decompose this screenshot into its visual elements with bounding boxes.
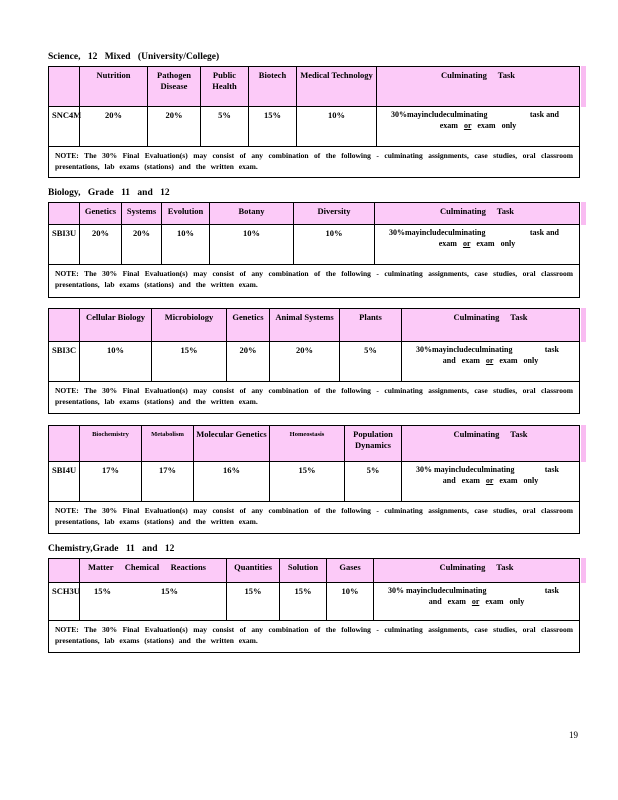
culminating-text: task <box>544 586 559 595</box>
table-header-row <box>49 309 579 342</box>
table-data-row <box>49 225 579 265</box>
header-cell: Animal Systems <box>269 309 339 341</box>
culminating-text: task and <box>529 110 559 119</box>
table-data-row <box>49 342 579 382</box>
value-cell: 15% <box>279 583 326 620</box>
header-blank-cell <box>49 67 79 106</box>
value-cell: 5% <box>339 342 401 381</box>
header-cell-culminating-task: Culminating Task <box>376 67 579 106</box>
culminating-text: and exam <box>442 476 480 485</box>
table-sbi3c <box>48 308 580 414</box>
culminating-text: task <box>544 345 559 354</box>
culminating-task-cell <box>373 583 579 620</box>
table-sch3u <box>48 558 580 653</box>
value-cell: 20% <box>79 225 121 264</box>
section-science <box>48 52 580 178</box>
page-content <box>48 52 580 653</box>
header-blank-cell <box>49 426 79 461</box>
culminating-text: 30%mayincludeculminating <box>391 110 488 119</box>
course-code: SBI3U <box>52 228 77 238</box>
value-cell: 10% <box>326 583 373 620</box>
value-cell: 20% <box>226 342 269 381</box>
section-biology <box>48 188 580 298</box>
culminating-or: or <box>485 476 494 485</box>
header-cell: Evolution <box>161 203 209 224</box>
value-cell: 10% <box>293 225 374 264</box>
value-cell: 17% <box>141 462 193 501</box>
culminating-text: exam only <box>499 356 539 365</box>
culminating-task-cell <box>376 107 579 146</box>
culminating-text: exam <box>438 239 457 248</box>
table-snc4m <box>48 66 580 178</box>
header-cell: Metabolism <box>141 426 193 461</box>
value-cell: 15% <box>248 107 296 146</box>
value-cell: 20% <box>121 225 161 264</box>
header-cell: Quantities <box>226 559 279 582</box>
header-cell: Gases <box>326 559 373 582</box>
culminating-text: exam only <box>477 121 517 130</box>
section-sbi4u <box>48 425 580 534</box>
culminating-text: exam only <box>499 476 539 485</box>
value-cell: 10% <box>296 107 376 146</box>
culminating-text: 30%mayincludeculminating <box>416 345 513 354</box>
section-title-biology: Biology, Grade 11 and 12 <box>48 188 170 198</box>
page-number: 19 <box>569 730 578 740</box>
table-note: NOTE: The 30% Final Evaluation(s) may consist of any combination of the following - culminating assignments, case studies, oral classroom presentations, lab exams (stations) and the written exam. <box>55 386 573 407</box>
table-data-row <box>49 583 579 621</box>
header-cell-culminating-task: Culminating Task <box>373 559 579 582</box>
table-header-row <box>49 203 579 225</box>
header-cell-culminating-task: Culminating Task <box>401 309 579 341</box>
header-cell: Microbiology <box>151 309 226 341</box>
header-cell: Biotech <box>248 67 296 106</box>
culminating-text: exam only <box>476 239 516 248</box>
course-code: SCH3U <box>52 586 80 596</box>
culminating-or: or <box>463 121 472 130</box>
header-cell: Molecular Genetics <box>193 426 269 461</box>
value-cell: 5% <box>344 462 401 501</box>
section-sbi3c <box>48 308 580 414</box>
table-header-row <box>49 67 579 107</box>
culminating-text: exam only <box>485 597 525 606</box>
section-title-science: Science, 12 Mixed (University/College) <box>48 52 220 62</box>
culminating-text: and exam <box>442 356 480 365</box>
value-cell: 10% <box>79 342 151 381</box>
culminating-text: exam <box>439 121 458 130</box>
header-cell-culminating-task: Culminating Task <box>374 203 579 224</box>
header-word: Chemical <box>124 562 160 572</box>
culminating-task-cell <box>374 225 579 264</box>
table-note: NOTE: The 30% Final Evaluation(s) may consist of any combination of the following - culminating assignments, case studies, oral classroom presentations, lab exams (stations) and the written exam. <box>55 151 573 172</box>
header-cell: Cellular Biology <box>79 309 151 341</box>
value-cell: 16% <box>193 462 269 501</box>
header-cell: Pathogen Disease <box>147 67 200 106</box>
table-data-row <box>49 462 579 502</box>
section-title-chemistry: Chemistry,Grade 11 and 12 <box>48 544 175 554</box>
header-cell-matter-chemical-reactions <box>79 559 226 582</box>
value-cell: 20% <box>269 342 339 381</box>
culminating-text: 30%mayincludeculminating <box>389 228 486 237</box>
culminating-or: or <box>471 597 480 606</box>
table-sbi3u <box>48 202 580 298</box>
section-chemistry <box>48 544 580 653</box>
header-cell: Public Health <box>200 67 248 106</box>
value-text: 15% <box>161 586 178 596</box>
header-cell: Population Dynamics <box>344 426 401 461</box>
table-sbi4u <box>48 425 580 534</box>
header-cell: Homeostasis <box>269 426 344 461</box>
value-cell: 15% <box>151 342 226 381</box>
culminating-task-cell <box>401 462 579 501</box>
value-cell: 10% <box>209 225 293 264</box>
culminating-text: 30% mayincludeculminating <box>388 586 487 595</box>
table-note: NOTE: The 30% Final Evaluation(s) may consist of any combination of the following - culminating assignments, case studies, oral classroom presentations, lab exams (stations) and the written exam. <box>55 625 573 646</box>
header-blank-cell <box>49 203 79 224</box>
header-cell: Genetics <box>226 309 269 341</box>
header-cell: Genetics <box>79 203 121 224</box>
course-code: SBI4U <box>52 465 77 475</box>
culminating-text: 30% mayincludeculminating <box>416 465 515 474</box>
header-cell: Solution <box>279 559 326 582</box>
header-cell: Diversity <box>293 203 374 224</box>
table-note: NOTE: The 30% Final Evaluation(s) may consist of any combination of the following - culminating assignments, case studies, oral classroom presentations, lab exams (stations) and the written exam. <box>55 506 573 527</box>
table-header-row <box>49 426 579 462</box>
header-cell: Botany <box>209 203 293 224</box>
header-blank-cell <box>49 559 79 582</box>
header-word: Matter <box>88 562 114 572</box>
table-data-row <box>49 107 579 147</box>
header-cell: Medical Technology <box>296 67 376 106</box>
table-note: NOTE: The 30% Final Evaluation(s) may consist of any combination of the following - culminating assignments, case studies, oral classroom presentations, lab exams (stations) and the written exam. <box>55 269 573 290</box>
header-cell: Nutrition <box>79 67 147 106</box>
header-cell-culminating-task: Culminating Task <box>401 426 579 461</box>
value-cell: 15% <box>226 583 279 620</box>
value-cell-merged <box>79 583 226 620</box>
header-cell: Biochemistry <box>79 426 141 461</box>
value-cell: 15% <box>269 462 344 501</box>
value-cell: 17% <box>79 462 141 501</box>
value-cell: 20% <box>79 107 147 146</box>
value-text: 15% <box>94 586 111 596</box>
value-cell: 10% <box>161 225 209 264</box>
course-code: SBI3C <box>52 345 77 355</box>
header-word: Reactions <box>170 562 206 572</box>
value-cell: 5% <box>200 107 248 146</box>
culminating-text: task and <box>529 228 559 237</box>
header-cell: Plants <box>339 309 401 341</box>
header-blank-cell <box>49 309 79 341</box>
culminating-or: or <box>462 239 471 248</box>
course-code: SNC4M <box>52 110 82 120</box>
culminating-or: or <box>485 356 494 365</box>
culminating-text: task <box>544 465 559 474</box>
value-cell: 20% <box>147 107 200 146</box>
culminating-text: and exam <box>428 597 466 606</box>
culminating-task-cell <box>401 342 579 381</box>
header-cell: Systems <box>121 203 161 224</box>
table-header-row <box>49 559 579 583</box>
